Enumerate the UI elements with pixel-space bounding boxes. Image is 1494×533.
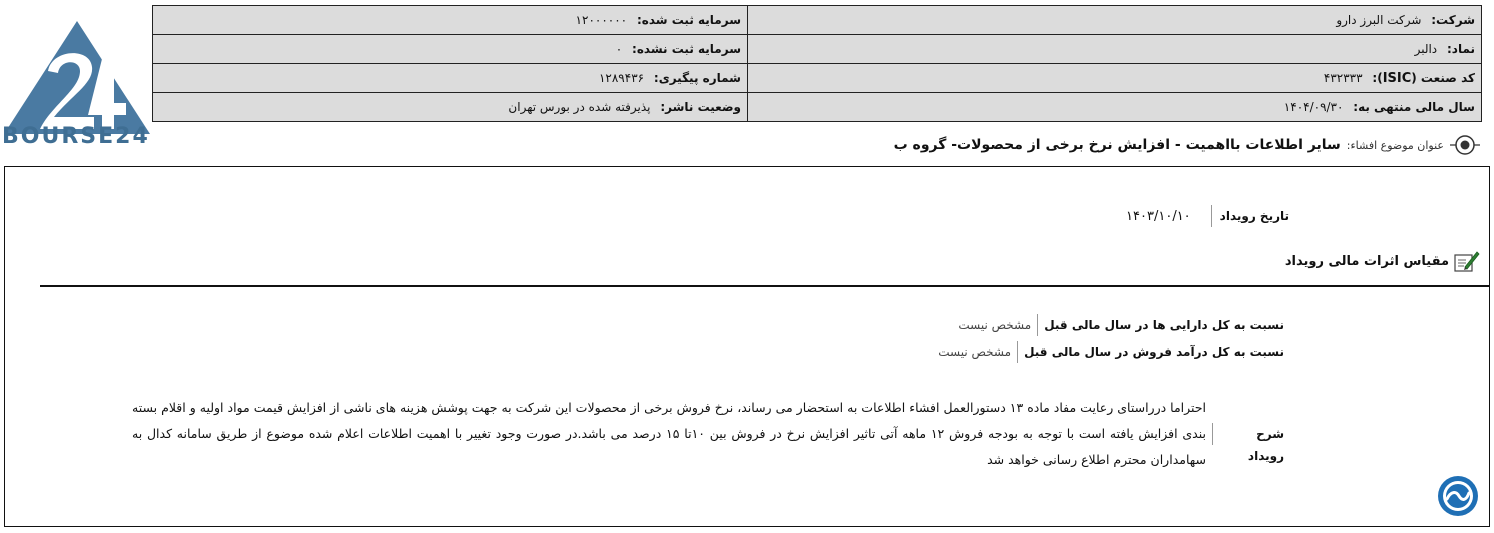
isic-cell (748, 64, 1482, 93)
info-row (153, 93, 1482, 122)
capital-registered-label: سرمایه ثبت شده: (636, 13, 741, 27)
company-cell (748, 6, 1482, 35)
isic-label: کد صنعت (ISIC): (1372, 70, 1475, 86)
status-label: وضعیت ناشر: (660, 100, 741, 114)
fiscal-cell (748, 93, 1482, 122)
status-cell (153, 93, 748, 122)
capital-registered-cell (153, 6, 748, 35)
info-row (153, 6, 1482, 35)
description-text: احتراما درراستای رعایت مفاد ماده ۱۳ دستورالعمل افشاء اطلاعات به استحضار می رساند، نرخ فروش برخی از محصولات این شرکت به جهت پوشش هزینه های ناشی از افزایش قیمت مواد اولیه و اقلام بسته بندی افزایش یافته است با توجه به بودجه فروش ۱۲ ماهه آتی تاثیر افزایش نرخ در فروش بین ۱۰تا ۱۵ درصد می باشد.در صورت وجود تغییر با اهمیت اطلاعات اعلام شده موضوع از طریق سامانه کدال به سهامداران محترم اطلاع رسانی خواهد شد (132, 400, 1207, 467)
section-divider (40, 285, 1490, 287)
logo-text: BOURSE24 (2, 124, 150, 149)
target-icon (1450, 130, 1480, 160)
company-info-table (152, 5, 1482, 122)
assets-ratio-label: نسبت به کل دارایی ها در سال مالی قبل (1037, 314, 1284, 336)
subject-prefix: عنوان موضوع افشاء: (1346, 138, 1444, 152)
revenue-ratio-row (938, 341, 1284, 363)
info-row (153, 64, 1482, 93)
capital-registered-value: ۱۲۰۰۰۰۰۰ (575, 13, 628, 27)
disclosure-subject (894, 130, 1480, 160)
isic-value: ۴۳۲۳۳۳ (1323, 70, 1363, 85)
symbol-value: دالبر (1414, 42, 1438, 56)
capital-unregistered-label: سرمایه ثبت نشده: (632, 42, 741, 56)
status-value: پذیرفته شده در بورس تهران (508, 100, 651, 114)
revenue-ratio-value: مشخص نیست (938, 345, 1012, 359)
symbol-label: نماد: (1446, 42, 1475, 56)
tracking-label: شماره پیگیری: (653, 71, 741, 85)
event-date-label: تاریخ رویداد (1211, 205, 1289, 227)
impact-heading (1285, 249, 1480, 273)
tracking-value: ۱۲۸۹۴۳۶ (598, 71, 645, 85)
fiscal-value: ۱۴۰۴/۰۹/۳۰ (1283, 100, 1344, 114)
pen-edit-icon (1454, 249, 1480, 273)
capital-unregistered-value: ۰ (615, 42, 623, 56)
info-row (153, 35, 1482, 64)
impact-title: مقیاس اثرات مالی رویداد (1284, 253, 1449, 269)
subject-title: سایر اطلاعات بااهمیت - افزایش نرخ برخی از محصولات- گروه ب (893, 137, 1341, 153)
event-date-value: ۱۴۰۳/۱۰/۱۰ (1126, 208, 1191, 224)
brand-logo-icon[interactable] (1436, 474, 1480, 518)
event-description-row (132, 395, 1284, 473)
symbol-cell (748, 35, 1482, 64)
tracking-cell (153, 64, 748, 93)
capital-unregistered-cell (153, 35, 748, 64)
assets-ratio-value: مشخص نیست (958, 318, 1032, 332)
revenue-ratio-label: نسبت به کل درآمد فروش در سال مالی قبل (1017, 341, 1284, 363)
description-label: شرح رویداد (1212, 423, 1284, 445)
company-label: شرکت: (1431, 13, 1475, 27)
event-date-row (1126, 205, 1289, 227)
fiscal-label: سال مالی منتهی به: (1353, 100, 1475, 114)
assets-ratio-row (958, 314, 1284, 336)
company-value: شرکت البرز دارو (1336, 13, 1422, 27)
